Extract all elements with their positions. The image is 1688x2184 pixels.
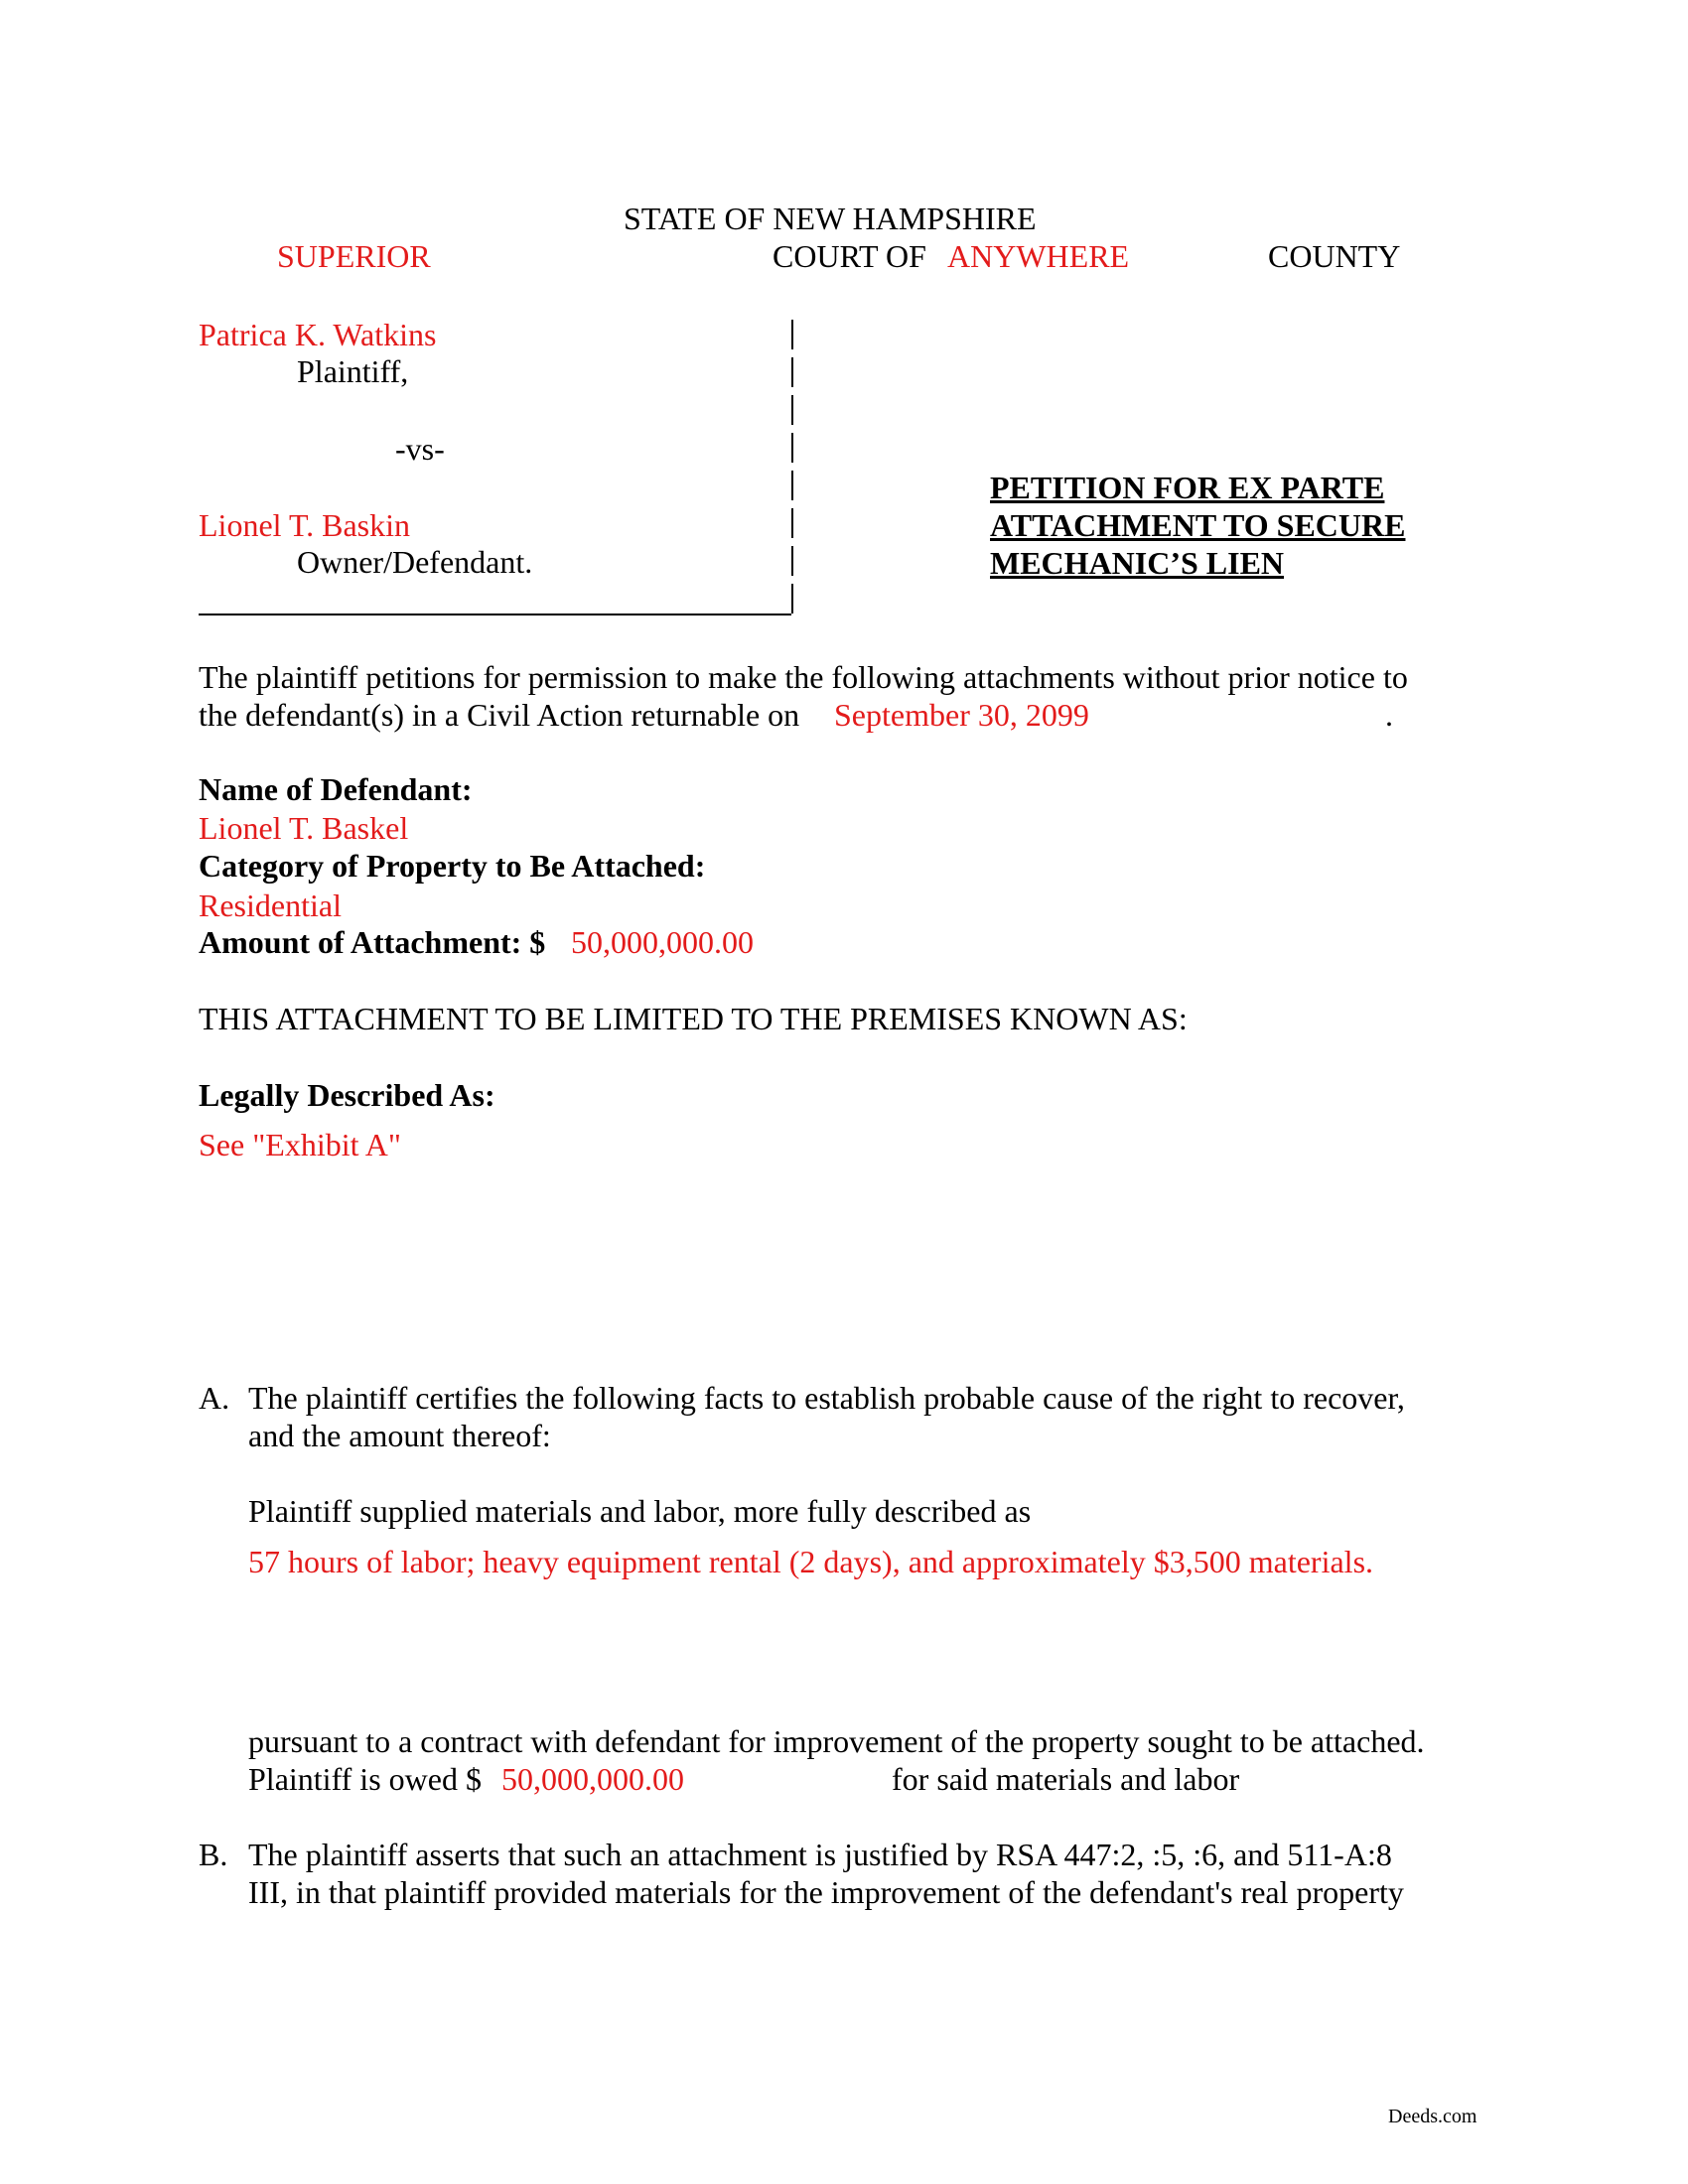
document-title-line-1: PETITION FOR EX PARTE: [990, 470, 1385, 505]
legal-description-value: See "Exhibit A": [199, 1127, 401, 1162]
owed-amount-value: 50,000,000.00: [501, 1761, 684, 1797]
document-title-line-2: ATTACHMENT TO SECURE: [990, 507, 1406, 543]
section-a-letter: A.: [199, 1380, 230, 1416]
section-a-line-1: The plaintiff certifies the following facts to establish probable cause of the right to recover,: [248, 1380, 1405, 1416]
section-b-letter: B.: [199, 1837, 228, 1872]
caption-separator: [791, 546, 793, 576]
caption-separator: [791, 395, 793, 425]
premises-statement: THIS ATTACHMENT TO BE LIMITED TO THE PREMISES KNOWN AS:: [199, 1001, 1188, 1036]
materials-description-value: 57 hours of labor; heavy equipment rental (2 days), and approximately $3,500 materials.: [248, 1544, 1374, 1579]
court-type-value: SUPERIOR: [277, 238, 431, 274]
caption-separator: [791, 508, 793, 538]
plaintiff-label: Plaintiff,: [297, 353, 409, 389]
court-of-label: COURT OF: [773, 238, 926, 274]
section-b-line-1: The plaintiff asserts that such an attachment is justified by RSA 447:2, :5, :6, and 511-A:8: [248, 1837, 1392, 1872]
county-label: COUNTY: [1268, 238, 1401, 274]
materials-statement: Plaintiff supplied materials and labor, more fully described as: [248, 1493, 1032, 1529]
attachment-amount-label: Amount of Attachment: $: [199, 924, 546, 960]
intro-period: .: [1385, 697, 1393, 733]
owed-suffix: for said materials and labor: [892, 1761, 1240, 1797]
defendant-name-value: Lionel T. Baskel: [199, 810, 409, 846]
owed-prefix: Plaintiff is owed $: [248, 1761, 482, 1797]
caption-separator: [791, 357, 793, 387]
defendant-name: Lionel T. Baskin: [199, 507, 411, 543]
defendant-name-label: Name of Defendant:: [199, 771, 473, 807]
intro-line-1: The plaintiff petitions for permission to make the following attachments without prior notice to: [199, 659, 1408, 695]
section-a-line-2: and the amount thereof:: [248, 1418, 551, 1453]
section-b-line-2: III, in that plaintiff provided materials for the improvement of the defendant's real property: [248, 1874, 1404, 1910]
footer-brand: Deeds.com: [1388, 2106, 1477, 2127]
caption-separator: [791, 320, 793, 349]
caption-bottom-rule: [199, 614, 791, 615]
contract-statement: pursuant to a contract with defendant for improvement of the property sought to be attached.: [248, 1723, 1425, 1759]
versus-label: -vs-: [395, 431, 445, 467]
caption-separator: [791, 471, 793, 500]
caption-separator: [791, 584, 793, 614]
property-category-label: Category of Property to Be Attached:: [199, 848, 706, 884]
return-date-value: September 30, 2099: [834, 697, 1089, 733]
plaintiff-name: Patrica K. Watkins: [199, 317, 437, 352]
defendant-label: Owner/Defendant.: [297, 544, 533, 580]
intro-line-2: the defendant(s) in a Civil Action returnable on: [199, 697, 800, 733]
attachment-amount-value: 50,000,000.00: [571, 924, 754, 960]
county-name-value: ANYWHERE: [947, 238, 1130, 274]
state-heading: STATE OF NEW HAMPSHIRE: [624, 201, 1037, 236]
legal-description-label: Legally Described As:: [199, 1077, 495, 1113]
property-category-value: Residential: [199, 887, 342, 923]
caption-separator: [791, 433, 793, 463]
document-title-line-3: MECHANIC’S LIEN: [990, 545, 1285, 581]
